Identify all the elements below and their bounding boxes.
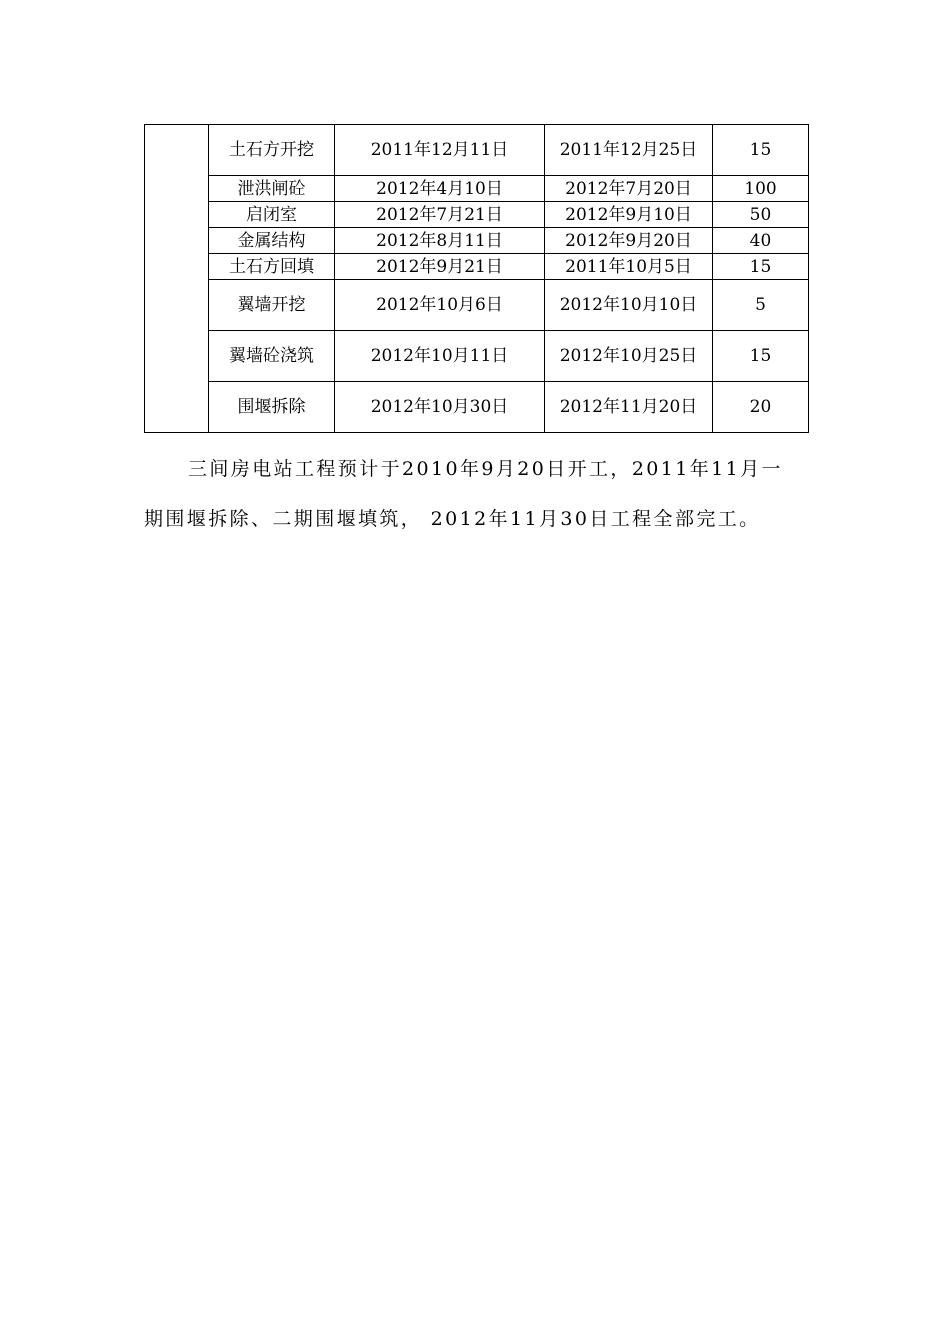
duration-cell: 100 — [713, 176, 809, 202]
task-cell: 土石方开挖 — [209, 125, 335, 176]
end-date-cell: 2011年10月5日 — [545, 254, 713, 280]
end-date-cell: 2012年7月20日 — [545, 176, 713, 202]
duration-cell: 15 — [713, 331, 809, 382]
end-date-cell: 2012年11月20日 — [545, 382, 713, 433]
table-row — [145, 125, 809, 176]
end-date-cell: 2011年12月25日 — [545, 125, 713, 176]
duration-cell: 50 — [713, 202, 809, 228]
duration-cell: 40 — [713, 228, 809, 254]
table-row — [145, 382, 809, 433]
task-cell: 泄洪闸砼 — [209, 176, 335, 202]
table-row — [145, 228, 809, 254]
end-date-cell: 2012年9月10日 — [545, 202, 713, 228]
start-date-cell: 2012年4月10日 — [335, 176, 545, 202]
paragraph-line-2: 期围堰拆除、二期围堰填筑， 2012年11月30日工程全部完工。 — [144, 508, 761, 530]
duration-cell: 5 — [713, 280, 809, 331]
task-cell: 土石方回填 — [209, 254, 335, 280]
task-cell: 翼墙开挖 — [209, 280, 335, 331]
task-cell: 金属结构 — [209, 228, 335, 254]
merged-phase-cell — [145, 125, 209, 433]
table-row — [145, 280, 809, 331]
table-row — [145, 331, 809, 382]
table-row — [145, 176, 809, 202]
schedule-table-body — [145, 125, 809, 433]
duration-cell: 15 — [713, 254, 809, 280]
table-row — [145, 202, 809, 228]
start-date-cell: 2012年8月11日 — [335, 228, 545, 254]
start-date-cell: 2011年12月11日 — [335, 125, 545, 176]
table-row — [145, 254, 809, 280]
start-date-cell: 2012年10月11日 — [335, 331, 545, 382]
end-date-cell: 2012年10月10日 — [545, 280, 713, 331]
task-cell: 围堰拆除 — [209, 382, 335, 433]
task-cell: 翼墙砼浇筑 — [209, 331, 335, 382]
end-date-cell: 2012年10月25日 — [545, 331, 713, 382]
end-date-cell: 2012年9月20日 — [545, 228, 713, 254]
start-date-cell: 2012年10月30日 — [335, 382, 545, 433]
start-date-cell: 2012年10月6日 — [335, 280, 545, 331]
construction-schedule-table — [144, 124, 809, 433]
duration-cell: 20 — [713, 382, 809, 433]
paragraph-line-1: 三间房电站工程预计于2010年9月20日开工，2011年11月一 — [188, 458, 783, 480]
start-date-cell: 2012年7月21日 — [335, 202, 545, 228]
task-cell: 启闭室 — [209, 202, 335, 228]
duration-cell: 15 — [713, 125, 809, 176]
start-date-cell: 2012年9月21日 — [335, 254, 545, 280]
